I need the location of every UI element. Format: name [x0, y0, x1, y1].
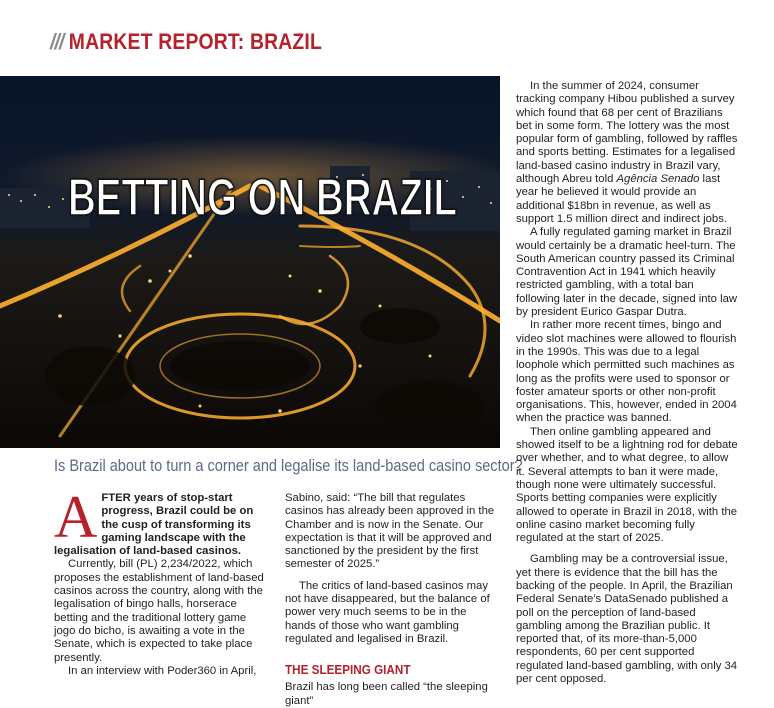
section-subhead: THE SLEEPING GIANT	[285, 662, 411, 678]
publication-name: Agência Senado	[616, 173, 700, 186]
kicker-text: MARKET REPORT: BRAZIL	[68, 29, 323, 54]
headline: BETTING ON BRAZIL	[68, 169, 458, 227]
body-paragraph: In an interview with Poder360 in April,	[68, 664, 257, 677]
body-paragraph: In rather more recent times, bingo and video slot machines were allowed to flourish in the 1990s. This was due to a legal loophole which permitted such machines as long as the profits were used to sponsor or foster amateur sports or other non-profit organisations. This, however, ended in 2004 when the practice was banned.	[516, 319, 737, 425]
body-paragraph: The critics of land-based casinos may not have disappeared, but the balance of power very much seems to be in the hands of those who want gambling regulated and legalised in Brazil.	[285, 579, 490, 645]
night-city-photo	[0, 76, 500, 448]
body-paragraph: Brazil has long been called “the sleeping giant”	[285, 681, 488, 707]
standfirst: Is Brazil about to turn a corner and legalise its land-based casino sector?	[54, 456, 523, 475]
body-paragraph: In the summer of 2024, consumer tracking company Hibou published a survey which found that 68 per cent of Brazilians bet in some form. The lottery was the most popular form of gambling, followed by raffles and sports betting. Estimates for a legalised land-based casino industry in Brazil vary, although Abreu told Agência Senado last year he believed it would provide an additional $18bn in revenue, as well as support 1.5 million direct and indirect jobs.	[516, 80, 738, 225]
kicker-slashes: ///	[50, 29, 64, 54]
article-column-2	[285, 492, 495, 708]
hero-photo	[0, 76, 500, 448]
body-paragraph: A fully regulated gaming market in Brazil would certainly be a dramatic heel-turn. The South American country passed its Criminal Contravention Act in 1941 which heavily restricted gambling, with a total ban following later in the decade, signed into law by president Eurico Gaspar Dutra.	[516, 226, 738, 319]
section-kicker	[50, 29, 322, 55]
body-paragraph: Currently, bill (PL) 2,234/2022, which proposes the establishment of land-based casinos across the country, along with the legalisation of bingo halls, horserace betting and the traditional lottery game jogo do bicho, is awaiting a vote in the Senate, which is expected to take place presently.	[54, 558, 264, 664]
body-paragraph: Then online gambling appeared and showed itself to be a lightning rod for debate over whether, and to what degree, to allow it. Several attempts to ban it were made, though none were ultimately successful. Sports betting companies were explicitly allowed to operate in Brazil in 2018, with the online casino market becoming fully regulated at the start of 2025.	[516, 425, 738, 545]
article-column-3	[516, 80, 738, 686]
article-column-1	[54, 484, 266, 678]
body-paragraph: Gambling may be a controversial issue, yet there is evidence that the bill has the backing of the people. In April, the Brazilian Federal Senate’s DataSenado published a poll on the perception of land-based gambling among the Brazilian public. It reported that, of its more-than-5,000 respondents, 60 per cent supported regulated land-based gambling, with only 34 per cent opposed.	[516, 553, 738, 686]
lead-paragraph: FTER years of stop-start progress, Brazil could be on the cusp of transforming its gaming landscape with the legalisation of land-based casinos.	[54, 492, 254, 558]
drop-cap: A	[54, 484, 98, 550]
body-paragraph: Sabino, said: “The bill that regulates casinos has already been approved in the Chamber and is now in the Senate. Our expectation is that it will be approved and sanctioned by the president by the first semester of 2025.”	[285, 492, 495, 571]
